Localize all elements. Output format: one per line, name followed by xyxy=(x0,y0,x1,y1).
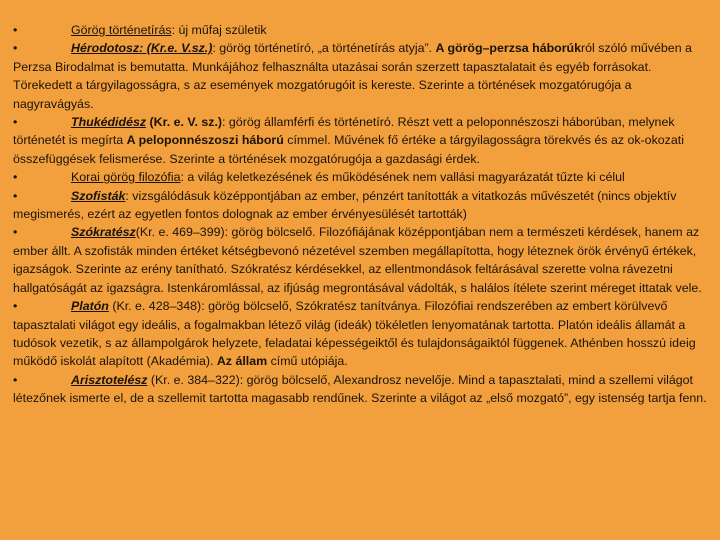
list-item xyxy=(13,223,708,297)
item-text: címmel. Művének fő értéke a tárgyilagosságra törekvés és az ok-okozati összefüggések felismerése. Szerinte a történések mozgatórugója a gazdasági érdek. xyxy=(13,133,684,166)
term-link[interactable]: Thukédidész xyxy=(71,115,147,130)
item-text: : vizsgálódásuk középpontjában az ember, pénzért tanították a vitatkozás művészetét (nincs objektív megismerés, ezért az egyetlen fontos dolognak az ember érvényesülését tartották) xyxy=(13,188,677,222)
item-text: (Kr. e. 384–322) xyxy=(147,372,240,387)
term-link[interactable]: Szókratész xyxy=(71,225,136,240)
item-text: : görög bölcselő, Alexandrosz nevelője. Mind a tapasztalati, mind a szellemi világot létezőnek ismerte el, de a szellemit tartotta magasabb rendűnek. Szerinte a világot az „első mozgató”, egy istenség tartja fenn. xyxy=(13,372,707,406)
bullet: • xyxy=(13,115,18,130)
item-text: (Kr. e. 469–399) xyxy=(135,225,225,240)
term-link[interactable]: Platón xyxy=(71,299,109,314)
item-text: : görög történetíró, „a történetírás atyja”. xyxy=(212,41,436,56)
term-link[interactable]: Görög történetírás xyxy=(71,23,172,37)
term-link[interactable]: Korai görög filozófia xyxy=(71,170,181,185)
item-text: : görög államférfi és történetíró. Részt vett a peloponnészoszi háborúban, melynek történetét is megírta xyxy=(13,115,675,148)
list-item xyxy=(13,39,708,113)
item-text: : görög bölcselő. Filozófiájának középpontjában nem a természeti kérdések, hanem az ember állt. A szofisták minden értéket kétségbevonó nézetével szemben megállapította, hogy léteznek örök érvényű értékek, igazságok. Szerinte az erény tanítható. Szókratész kérdésekkel, az ellentmondások feltárásával szerette volna rávezetni hallgatóságát az igazságra. Istenkáromlással, az ifjúság megrontásával vádolták, s halálos ítélete szerint méreget ittatak vele. xyxy=(13,225,702,295)
term-link[interactable]: Szofisták xyxy=(71,188,126,203)
bullet: • xyxy=(13,225,18,240)
bullet: • xyxy=(13,372,18,387)
item-bold-text: A görög–perzsa háború xyxy=(435,41,575,56)
bullet: • xyxy=(13,41,18,56)
item-text: : görög bölcselő, Szókratész tanítványa. Filozófiai rendszerében az embert körülvevő tapasztalati világot egy ideális, a fogalmakban létező világ (ideák) tökéletlen lenyomatának tartotta. Platón ideális államát a tudósok vezetik, s az állampolgárok helyzete, feladatai képességeiktől és tulajdonságaiktól függenek. Athénben hosszú ideig működő iskolát alapított (Akadémia). xyxy=(13,299,696,369)
item-text: : új műfaj születik xyxy=(171,23,267,37)
item-bold-text: Az állam xyxy=(216,354,268,369)
bullet: • xyxy=(13,170,18,185)
list-item xyxy=(13,297,708,371)
item-bold-text: k xyxy=(574,41,582,56)
item-text: : a világ keletkezésének és működésének nem vallási magyarázatát tűzte ki célul xyxy=(180,170,625,185)
bullet: • xyxy=(13,188,18,203)
item-text: című utópiája. xyxy=(267,354,348,369)
bullet: • xyxy=(13,23,18,37)
item-text: (Kr. e. 428–348) xyxy=(108,299,202,314)
list-item xyxy=(13,113,708,168)
list-item xyxy=(13,168,708,186)
term-link[interactable]: Hérodotosz: (Kr.e. V.sz.) xyxy=(71,41,213,56)
item-bold-text: A peloponnészoszi háború xyxy=(126,133,284,148)
term-link[interactable]: Arisztotelész xyxy=(71,372,148,387)
list-item xyxy=(13,21,708,39)
bullet: • xyxy=(13,299,18,314)
item-text: ról szóló művében a Perzsa Birodalmat is bemutatta. Munkájához felhasználta utazásai során szerzett tapasztalatait és egyéb forrásokat. Törekedett a tárgyilagosságra, s az események mozgatórugóit is kereste. Szerinte a történések mozgatórugója a nagyravágyás. xyxy=(13,41,692,111)
item-bold-text: (Kr. e. V. sz.) xyxy=(146,115,223,130)
list-item xyxy=(13,187,708,224)
list-item xyxy=(13,371,708,408)
